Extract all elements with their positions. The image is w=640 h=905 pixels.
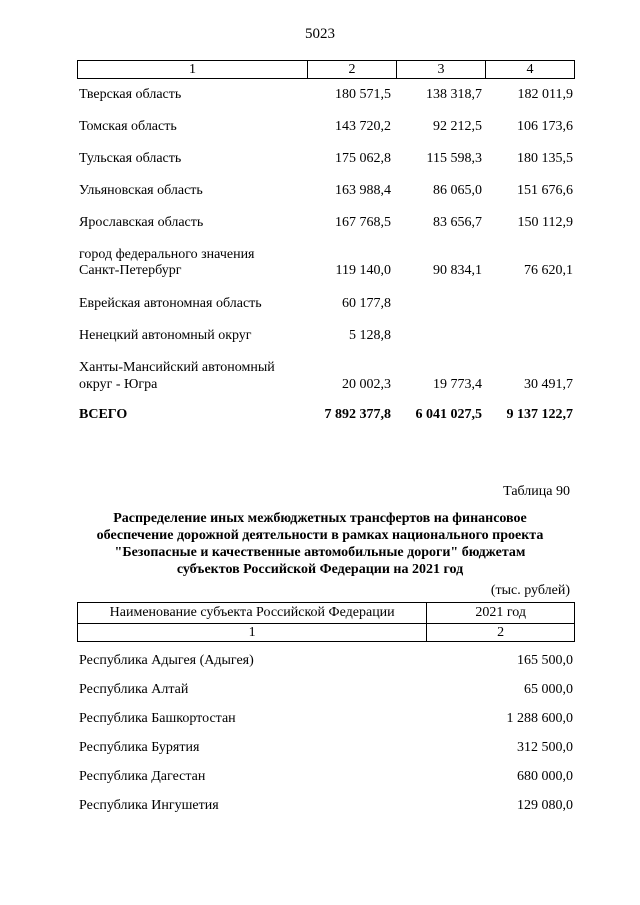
region-name: Республика Дагестан bbox=[79, 769, 206, 784]
region-name: Ханты-Мансийский автономный bbox=[79, 360, 275, 375]
value-cell: 1 288 600,0 bbox=[506, 711, 573, 726]
value-cell: 119 140,0 bbox=[335, 263, 391, 278]
region-name: Ульяновская область bbox=[79, 183, 203, 198]
column-number: 2 bbox=[427, 624, 575, 642]
region-name: Тульская область bbox=[79, 151, 182, 166]
region-name: Томская область bbox=[79, 119, 177, 134]
title-line: обеспечение дорожной деятельности в рамках национального проекта bbox=[96, 528, 544, 543]
region-name: Тверская область bbox=[79, 87, 182, 102]
value-cell: 167 768,5 bbox=[335, 215, 391, 230]
table2-header bbox=[77, 602, 575, 642]
units-label: (тыс. рублей) bbox=[490, 583, 570, 598]
column-number: 2 bbox=[308, 61, 397, 79]
value-cell: 163 988,4 bbox=[335, 183, 391, 198]
region-name: Санкт-Петербург bbox=[79, 263, 182, 278]
value-cell: 76 620,1 bbox=[524, 263, 573, 278]
region-name: Республика Башкортостан bbox=[79, 711, 236, 726]
value-cell: 83 656,7 bbox=[433, 215, 482, 230]
table-number: Таблица 90 bbox=[503, 484, 570, 499]
column-number: 1 bbox=[78, 61, 308, 79]
value-cell: 90 834,1 bbox=[433, 263, 482, 278]
region-name: Еврейская автономная область bbox=[79, 296, 262, 311]
value-cell: 151 676,6 bbox=[517, 183, 573, 198]
total-label: ВСЕГО bbox=[79, 407, 128, 422]
value-cell: 180 135,5 bbox=[517, 151, 573, 166]
value-cell: 106 173,6 bbox=[517, 119, 573, 134]
column-number: 3 bbox=[397, 61, 486, 79]
value-cell: 115 598,3 bbox=[426, 151, 482, 166]
value-cell: 86 065,0 bbox=[433, 183, 482, 198]
title-line: "Безопасные и качественные автомобильные дороги" бюджетам bbox=[114, 545, 526, 560]
value-cell: 312 500,0 bbox=[517, 740, 573, 755]
header-cell-region: Наименование субъекта Российской Федерации bbox=[78, 603, 427, 624]
value-cell: 680 000,0 bbox=[517, 769, 573, 784]
region-name: Республика Бурятия bbox=[79, 740, 200, 755]
value-cell: 20 002,3 bbox=[342, 377, 391, 392]
value-cell: 5 128,8 bbox=[349, 328, 391, 343]
value-cell: 165 500,0 bbox=[517, 653, 573, 668]
value-cell: 182 011,9 bbox=[517, 87, 573, 102]
title-line: субъектов Российской Федерации на 2021 год bbox=[176, 562, 464, 577]
value-cell: 30 491,7 bbox=[524, 377, 573, 392]
table-title bbox=[80, 510, 560, 578]
header-cell-year: 2021 год bbox=[427, 603, 575, 624]
value-cell: 65 000,0 bbox=[524, 682, 573, 697]
title-line: Распределение иных межбюджетных трансфертов на финансовое bbox=[113, 511, 527, 526]
page-number: 5023 bbox=[305, 26, 335, 42]
column-number: 1 bbox=[78, 624, 427, 642]
total-value: 7 892 377,8 bbox=[324, 407, 391, 422]
region-name: округ - Югра bbox=[79, 377, 158, 392]
value-cell: 129 080,0 bbox=[517, 798, 573, 813]
value-cell: 180 571,5 bbox=[335, 87, 391, 102]
total-value: 9 137 122,7 bbox=[506, 407, 573, 422]
region-name: Республика Алтай bbox=[79, 682, 189, 697]
value-cell: 150 112,9 bbox=[517, 215, 573, 230]
value-cell: 175 062,8 bbox=[335, 151, 391, 166]
region-name: Ненецкий автономный округ bbox=[79, 328, 252, 343]
value-cell: 143 720,2 bbox=[335, 119, 391, 134]
value-cell: 138 318,7 bbox=[426, 87, 482, 102]
total-value: 6 041 027,5 bbox=[415, 407, 482, 422]
column-number: 4 bbox=[486, 61, 575, 79]
region-name: Республика Ингушетия bbox=[79, 798, 219, 813]
region-name: Республика Адыгея (Адыгея) bbox=[79, 653, 254, 668]
region-name: город федерального значения bbox=[79, 247, 255, 262]
region-name: Ярославская область bbox=[79, 215, 204, 230]
value-cell: 60 177,8 bbox=[342, 296, 391, 311]
value-cell: 19 773,4 bbox=[433, 377, 482, 392]
table1-column-numbers bbox=[77, 60, 575, 79]
value-cell: 92 212,5 bbox=[433, 119, 482, 134]
